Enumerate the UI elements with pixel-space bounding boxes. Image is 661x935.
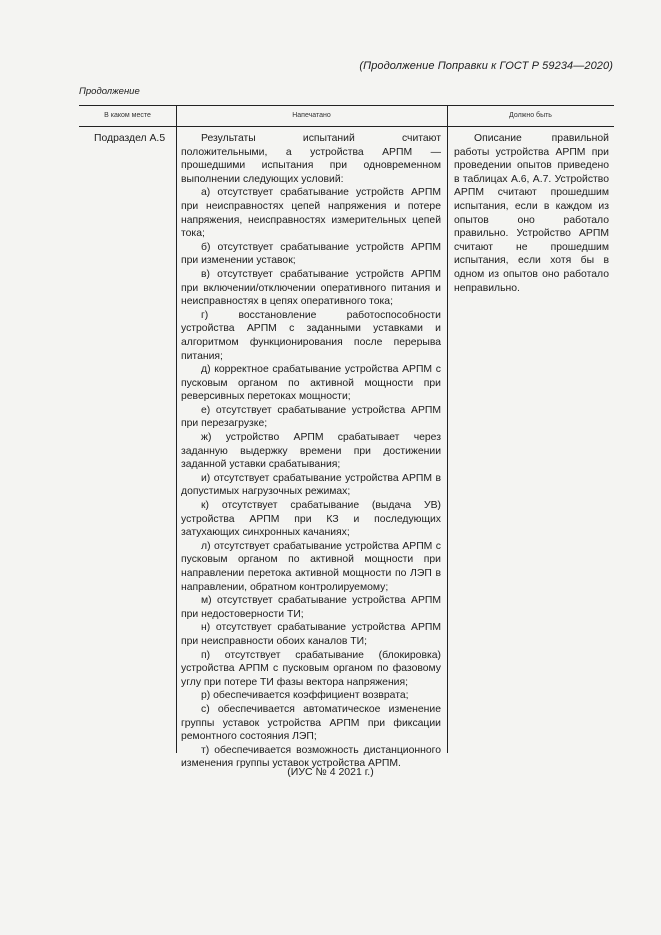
column-divider — [176, 105, 177, 753]
printed-item: м) отсутствует срабатывание устройства АРПМ при недостоверности ТИ; — [181, 595, 441, 620]
amendment-header: (Продолжение Поправки к ГОСТ Р 59234—2020) — [359, 60, 613, 72]
issue-footer: (ИУС № 4 2021 г.) — [287, 766, 374, 778]
printed-item: р) обеспечивается коэффициент возврата; — [201, 690, 409, 702]
table-header-rule — [79, 126, 614, 127]
place-cell: Подраздел А.5 — [94, 133, 166, 144]
amendment-table — [79, 105, 614, 770]
printed-item: с) обеспечивается автоматическое изменение группы уставок устройства АРПМ при фиксации ремонтного состояния ЛЭП; — [181, 703, 441, 743]
column-divider — [447, 105, 448, 753]
printed-item: н) отсутствует срабатывание устройства АРПМ при неисправности обоих каналов ТИ; — [181, 622, 441, 647]
printed-item: б) отсутствует срабатывание устройств АРПМ при изменении уставок; — [181, 241, 441, 267]
printed-item: л) отсутствует срабатывание устройства АРПМ с пусковым органом по активной мощности при направлении перетока активной мощности по ЛЭП в направлении, обратном контролируемому; — [181, 540, 441, 593]
printed-item: и) отсутствует срабатывание устройства АРПМ в допустимых нагрузочных режимах; — [181, 472, 441, 498]
should-be-cell — [454, 132, 609, 295]
column-header-should-be: Должно быть — [509, 112, 552, 119]
printed-item: к) отсутствует срабатывание (выдача УВ) устройства АРПМ при КЗ и последующих затухающих синхронных качаниях; — [181, 500, 441, 539]
column-header-where: В каком месте — [104, 112, 151, 119]
printed-item: г) восстановление работоспособности устройства АРПМ с заданными уставками и алгоритмом функционирования после перерыва питания; — [181, 309, 441, 362]
printed-item: в) отсутствует срабатывание устройств АРПМ при включении/отключении оперативного питания и неисправностях в цепях оперативного тока; — [181, 268, 441, 308]
should-be-text: Описание правильной работы устройства АРПМ при проведении опытов приведено в таблицах А.6, А.7. Устройство АРПМ считают прошедшим испытания, если в каждом из опытов оно работало правильно. Устройство АРПМ считают не прошедшим испытания, если хотя бы в одном из опытов оно работало неправильно. — [454, 133, 609, 294]
continued-label: Продолжение — [79, 86, 140, 97]
printed-item: д) корректное срабатывание устройства АРПМ с пусковым органом по активной мощности при реверсивных перетоках мощности; — [181, 364, 441, 403]
column-header-printed: Напечатано — [292, 112, 331, 119]
printed-item: п) отсутствует срабатывание (блокировка) устройства АРПМ с пусковым органом по фазовому углу при потере ТИ фазы вектора напряжения; — [181, 649, 441, 688]
printed-intro: Результаты испытаний считают положительными, а устройства АРПМ — прошедшими испытания при одновременном выполнении следующих условий: — [181, 133, 441, 185]
printed-item: а) отсутствует срабатывание устройств АРПМ при неисправностях цепей напряжения и потере напряжения, неисправностях измерительных цепей тока; — [181, 187, 441, 240]
printed-item: е) отсутствует срабатывание устройства АРПМ при перезагрузке; — [181, 404, 441, 430]
printed-item: т) обеспечивается возможность дистанционного изменения группы уставок устройства АРПМ. — [181, 744, 441, 770]
printed-cell — [181, 132, 441, 771]
printed-item: ж) устройство АРПМ срабатывает через заданную выдержку времени при достижении заданной уставки срабатывания; — [181, 432, 441, 471]
